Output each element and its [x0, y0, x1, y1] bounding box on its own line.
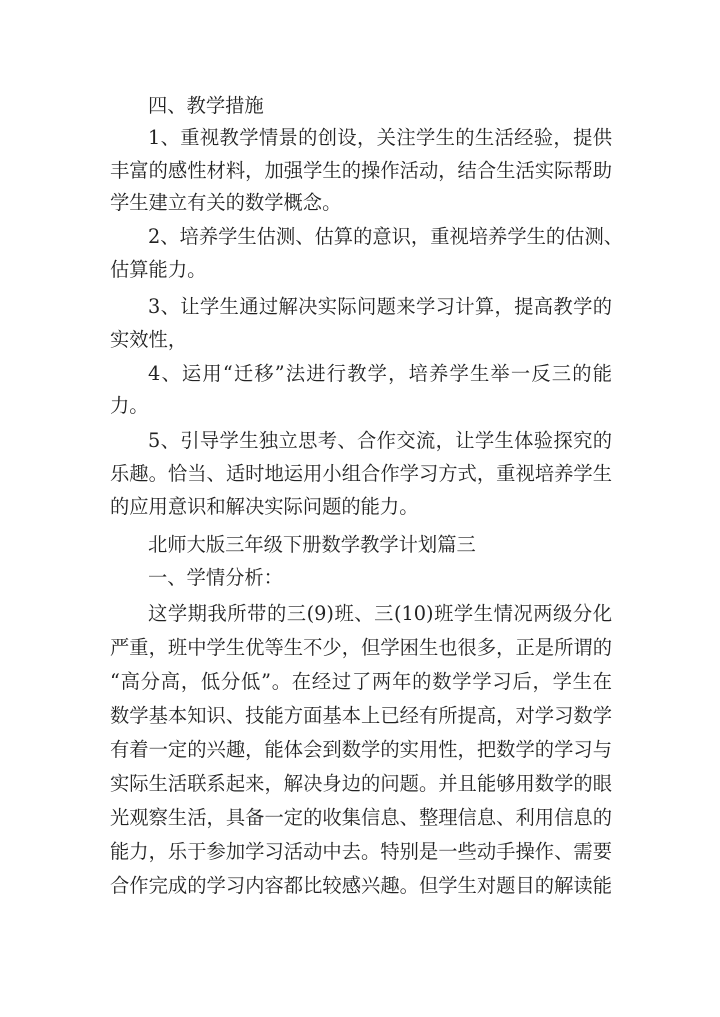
- paragraph-line: 1、重视教学情景的创设，关注学生的生活经验，提供: [148, 126, 612, 149]
- paragraph-line: 力。: [110, 394, 149, 417]
- paragraph-line: 有着一定的兴趣，能体会到数学的实用性，把数学的学习与: [110, 738, 612, 761]
- paragraph-line: 乐趣。恰当、适时地运用小组合作学习方式，重视培养学生: [110, 462, 612, 485]
- paragraph-line: “高分高，低分低”。在经过了两年的数学学习后，学生在: [110, 670, 612, 693]
- paragraph-line: 数学基本知识、技能方面基本上已经有所提高，对学习数学: [110, 704, 612, 727]
- paragraph-line: 光观察生活，具备一定的收集信息、整理信息、利用信息的: [110, 806, 612, 829]
- section-heading: 四、教学措施: [148, 94, 264, 117]
- paragraph-line: 能力，乐于参加学习活动中去。特别是一些动手操作、需要: [110, 840, 612, 863]
- paragraph-line: 学生建立有关的数学概念。: [110, 191, 342, 214]
- paragraph-line: 合作完成的学习内容都比较感兴趣。但学生对题目的解读能: [110, 874, 612, 897]
- paragraph-line: 丰富的感性材料，加强学生的操作活动，结合生活实际帮助: [110, 159, 612, 182]
- paragraph-line: 4、运用“迁移”法进行教学，培养学生举一反三的能: [148, 362, 612, 385]
- paragraph-line: 2、培养学生估测、估算的意识，重视培养学生的估测、: [148, 225, 624, 248]
- paragraph-line: 的应用意识和解决实际问题的能力。: [110, 495, 419, 518]
- paragraph-line: 估算能力。: [110, 258, 207, 281]
- paragraph-line: 3、让学生通过解决实际问题来学习计算，提高教学的: [148, 295, 612, 318]
- paragraph-line: 这学期我所带的三(9)班、三(10)班学生情况两级分化: [148, 602, 612, 625]
- paragraph-line: 5、引导学生独立思考、合作交流，让学生体验探究的: [148, 429, 612, 452]
- paragraph-line: 严重，班中学生优等生不少，但学困生也很多，正是所谓的: [110, 636, 612, 659]
- paragraph-line: 实际生活联系起来，解决身边的问题。并且能够用数学的眼: [110, 772, 612, 795]
- paragraph-line: 实效性，: [110, 328, 188, 351]
- section-heading: 一、学情分析：: [148, 566, 283, 589]
- section-title: 北师大版三年级下册数学教学计划篇三: [148, 533, 476, 556]
